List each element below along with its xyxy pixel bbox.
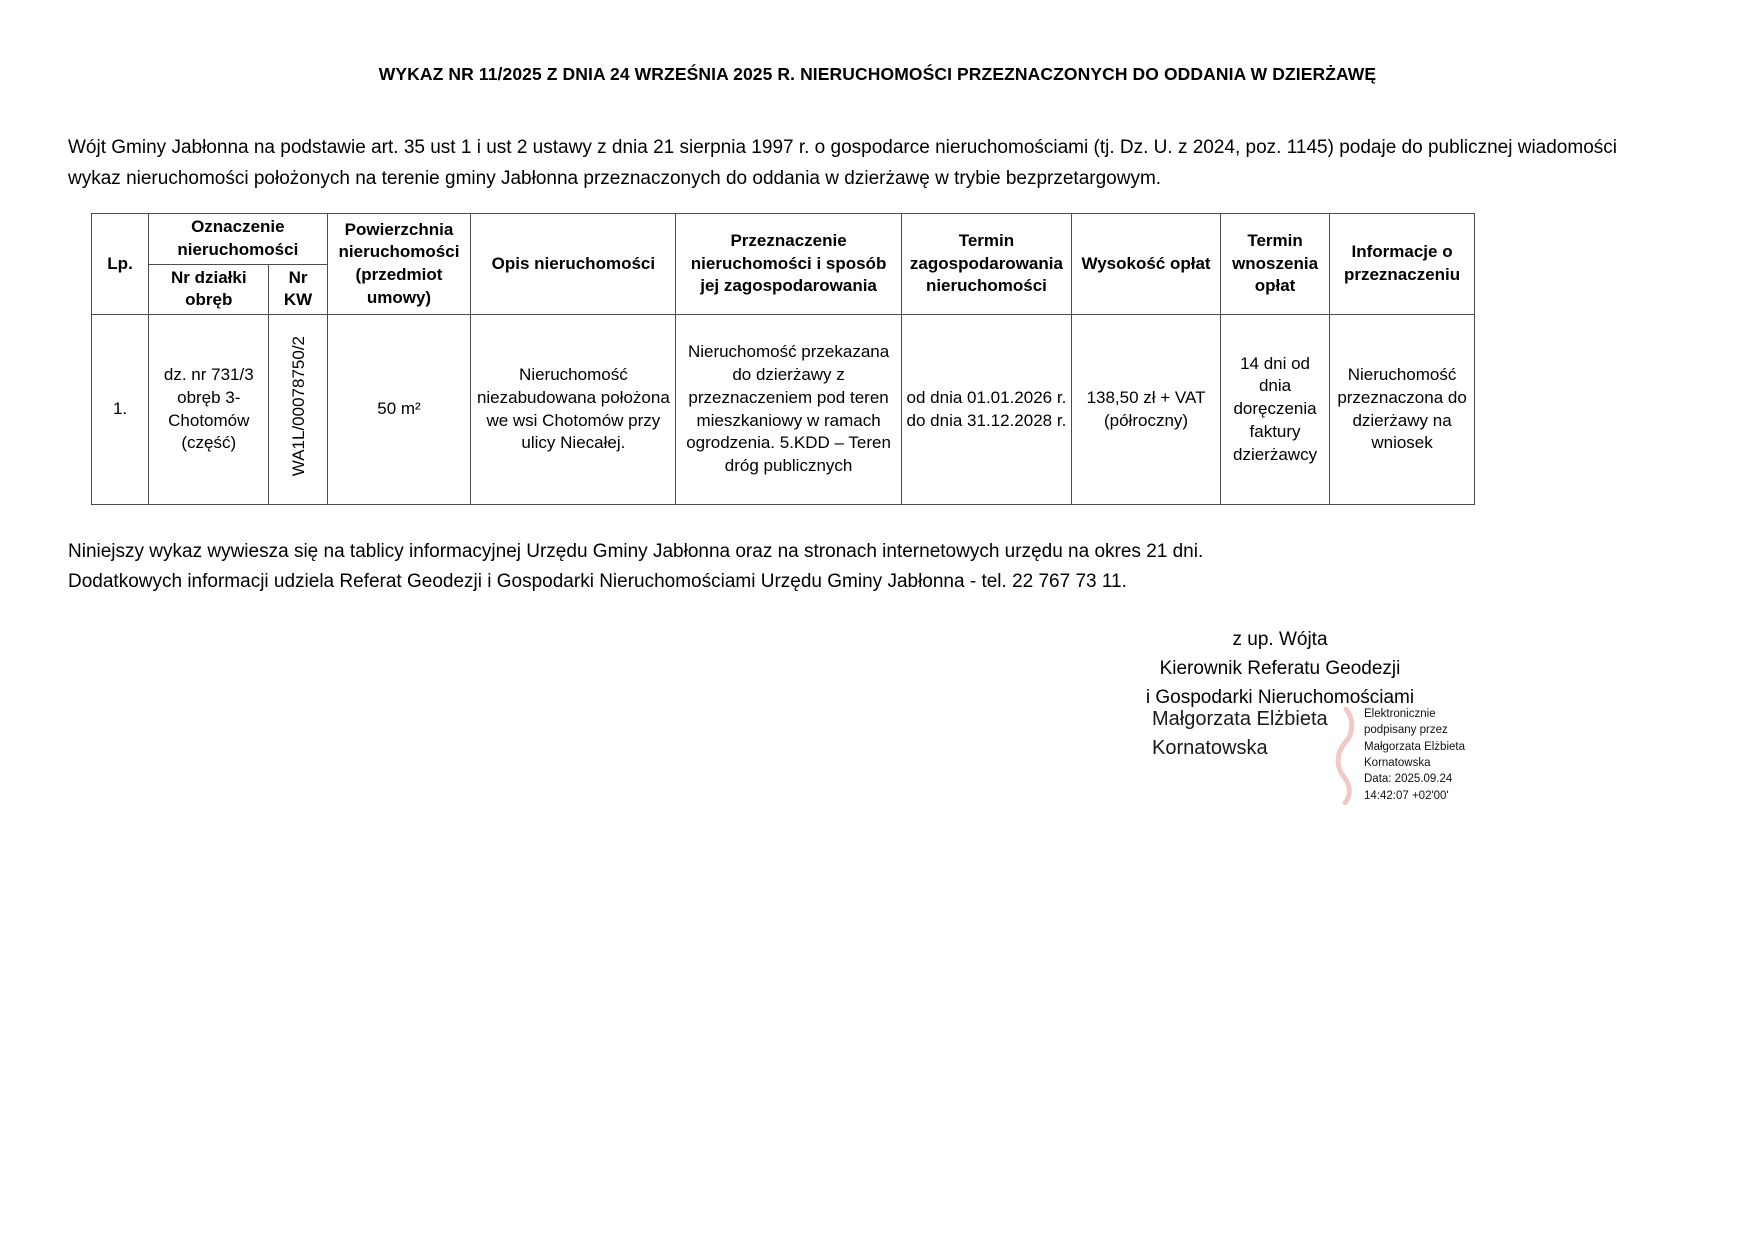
intro-paragraph [68,133,1688,195]
cell-przeznaczenie: Nieruchomość przekazana do dzierżawy z przeznaczeniem pod teren mieszkaniowy w ramach ogrodzenia. 5.KDD – Teren dróg publicznych [676,315,901,505]
digital-signature-stamp [1152,705,1592,805]
cell-powierzchnia: 50 m² [327,315,471,505]
header-przeznaczenie: Przeznaczenie nieruchomości i sposób jej zagospodarowania [676,214,901,315]
note-line-1: Niniejszy wykaz wywiesza się na tablicy informacyjnej Urzędu Gminy Jabłonna oraz na stronach internetowych urzędu na okres 21 dni. [68,541,1204,562]
cell-nr-dzialki: dz. nr 731/3 obręb 3- Chotomów (część) [149,315,269,505]
cell-informacje: Nieruchomość przeznaczona do dzierżawy na wniosek [1330,315,1475,505]
signature-metadata [1364,706,1574,804]
intro-line-2: wykaz nieruchomości położonych na terenie gminy Jabłonna przeznaczonych do oddania w dzierżawę w trybie bezprzetargowym. [68,167,1162,189]
signature-line-3: i Gospodarki Nieruchomościami [1145,686,1415,708]
header-nr-kw: Nr KW [269,264,327,315]
property-table [91,213,1475,505]
cell-wysokosc-oplat: 138,50 zł + VAT (półroczny) [1072,315,1221,505]
header-opis: Opis nieruchomości [471,214,676,315]
cell-nr-kw-value: WA1L/00078750/2 [288,336,308,477]
signature-line-1: z up. Wójta [1232,629,1328,650]
header-oznaczenie-group: Oznaczenie nieruchomości [149,214,327,265]
header-informacje: Informacje o przeznaczeniu [1330,214,1475,315]
cell-opis: Nieruchomość niezabudowana położona we wsi Chotomów przy ulicy Niecałej. [471,315,676,505]
signature-line-2: Kierownik Referatu Geodezji [1159,657,1401,679]
table-header-row-1 [92,214,1475,265]
table-header [92,214,1475,315]
stamp-line-2: podpisany przez [1364,724,1448,737]
table-row [92,315,1475,505]
signature-name: Małgorzata Elżbieta Kornatowska [1152,708,1328,759]
header-termin-wnoszenia: Termin wnoszenia opłat [1220,214,1329,315]
property-table-container [91,213,1475,505]
page-title: WYKAZ NR 11/2025 Z DNIA 24 WRZEŚNIA 2025 R. NIERUCHOMOŚCI PRZEZNACZONYCH DO ODDANIA W DZIERŻAWĘ [378,64,1377,84]
stamp-line-3: Małgorzata Elżbieta [1364,740,1465,753]
cell-termin-zagospodarowania: od dnia 01.01.2026 r. do dnia 31.12.2028 r. [901,315,1071,505]
cell-nr-kw [269,315,327,505]
signature-swirl-icon [1332,707,1362,805]
stamp-line-5: Data: 2025.09.24 [1364,773,1453,786]
table-body [92,315,1475,505]
stamp-line-1: Elektronicznie [1364,708,1436,720]
header-lp: Lp. [92,214,149,315]
stamp-line-4: Kornatowska [1364,756,1431,769]
footer-notes [68,537,1568,598]
intro-line-1: Wójt Gminy Jabłonna na podstawie art. 35 ust 1 i ust 2 ustawy z dnia 21 sierpnia 1997 r. o gospodarce nieruchomościami (tj. Dz. U. z 2024, poz. 1145) podaje do publicznej wiadomości [68,137,1617,158]
signature-block [1000,626,1560,713]
cell-termin-wnoszenia: 14 dni od dnia doręczenia faktury dzierżawcy [1220,315,1329,505]
header-powierzchnia: Powierzchnia nieruchomości (przedmiot umowy) [327,214,471,315]
header-wysokosc-oplat: Wysokość opłat [1072,214,1221,315]
header-nr-dzialki: Nr działki obręb [149,264,269,315]
note-line-2: Dodatkowych informacji udziela Referat Geodezji i Gospodarki Nieruchomościami Urzędu Gminy Jabłonna - tel. 22 767 73 11. [68,571,1127,593]
header-termin-zagospodarowania: Termin zagospodarowania nieruchomości [901,214,1071,315]
stamp-line-6: 14:42:07 +02'00' [1364,789,1449,802]
cell-lp: 1. [92,315,149,505]
